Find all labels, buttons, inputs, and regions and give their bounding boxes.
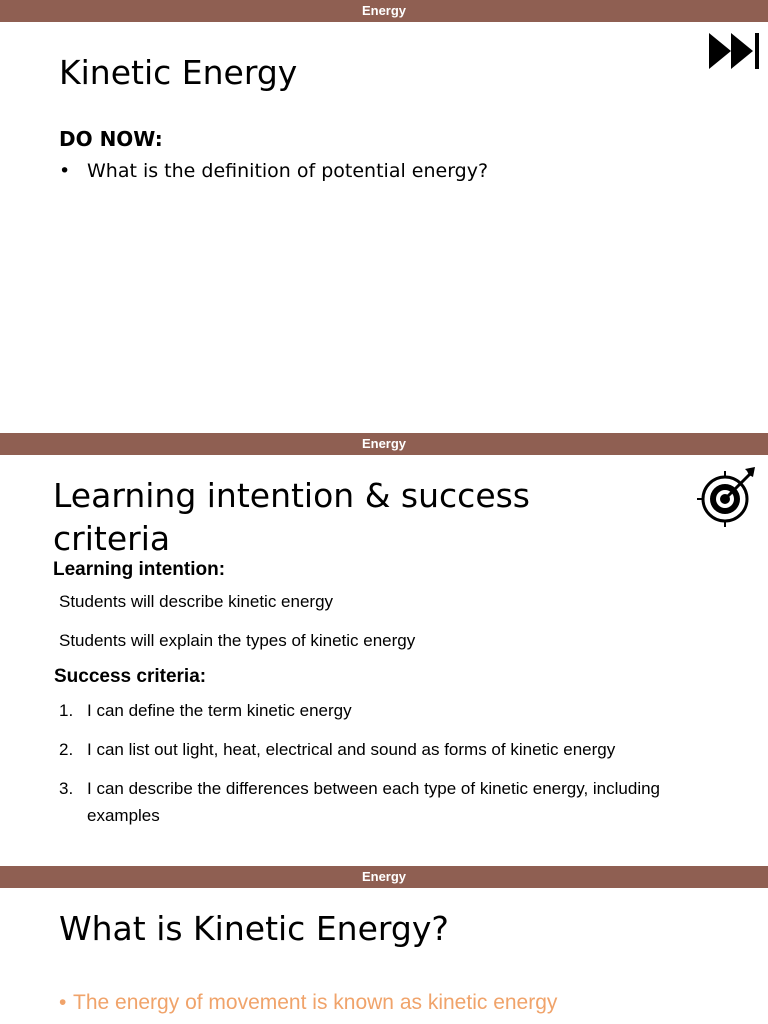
do-now-question: What is the definition of potential energy?	[87, 160, 489, 182]
slide-1	[0, 0, 768, 433]
success-item-number: 1.	[59, 701, 74, 720]
do-now-bullet	[59, 160, 739, 186]
definition-text: The energy of movement is known as kinetic energy	[73, 991, 558, 1014]
slide-title-line-2: criteria	[53, 519, 171, 558]
bullet-marker: •	[59, 991, 67, 1014]
success-item-text: I can define the term kinetic energy	[87, 701, 352, 720]
slide-title-line-1: Learning intention & success	[53, 476, 531, 515]
slide-title: Kinetic Energy	[59, 53, 298, 92]
slide-banner: Energy	[0, 0, 768, 22]
success-criteria-heading: Success criteria:	[54, 666, 207, 687]
success-item-text-continued: examples	[87, 806, 160, 825]
fast-forward-icon	[706, 30, 762, 72]
slide-3	[0, 866, 768, 1024]
target-icon	[697, 465, 759, 527]
learning-intention-item: Students will explain the types of kinetic energy	[59, 631, 416, 650]
definition-bullet	[59, 991, 739, 1019]
success-item-number: 3.	[59, 779, 74, 798]
slide-banner: Energy	[0, 866, 768, 888]
learning-intention-heading: Learning intention:	[53, 559, 226, 580]
success-item-text: I can describe the differences between each type of kinetic energy, including	[87, 779, 661, 798]
success-item-text: I can list out light, heat, electrical and sound as forms of kinetic energy	[87, 740, 616, 759]
slide-title: What is Kinetic Energy?	[59, 909, 449, 948]
slide-banner: Energy	[0, 433, 768, 455]
learning-intention-item: Students will describe kinetic energy	[59, 592, 334, 611]
bullet-marker: •	[59, 160, 71, 182]
success-item-number: 2.	[59, 740, 74, 759]
do-now-heading: DO NOW:	[59, 127, 163, 151]
slide-2	[0, 433, 768, 866]
